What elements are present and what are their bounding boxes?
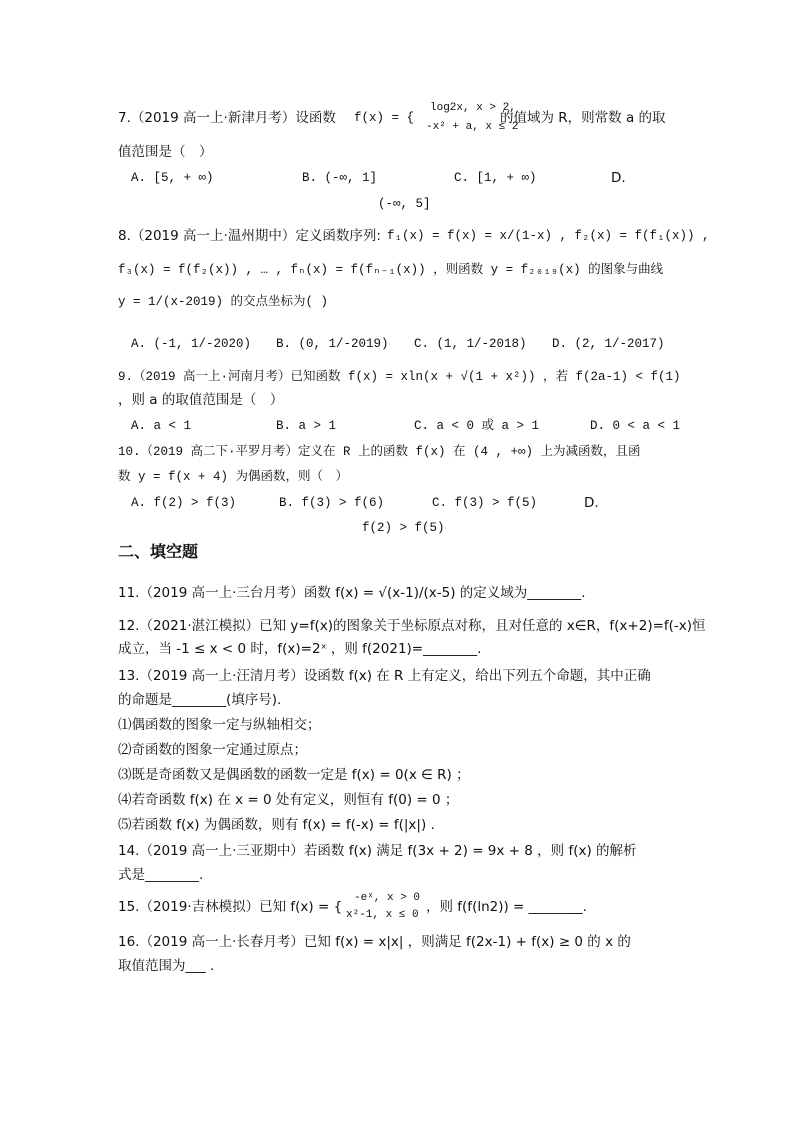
q12-line2: 成立，当 -1 ≤ x < 0 时，f(x)=2ˣ ，则 f(2021)=________. [118,641,482,657]
q15-case2: x²-1, x ≤ 0 [346,909,419,921]
q11-line: 11.（2019 高一上·三台月考）函数 f(x) = √(x-1)/(x-5) 的定义域为________. [118,585,586,601]
q8-line2: f₃(x) = f(f₂(x)) , … , fₙ(x) = f(fₙ₋₁(x)) ，则函数 y = f₂₀₁₉(x) 的图象与曲线 [118,263,664,277]
q13-item-1: ⑴偶函数的图象一定与纵轴相交； [118,717,321,733]
q7-case1: log2x, x > 2, [430,102,516,114]
q9-option-a[interactable]: A. a < 1 [131,419,192,433]
q13-line2: 的命题是________(填序号). [118,692,282,708]
q10-line2: 数 y = f(x + 4) 为偶函数，则（ ） [118,470,349,484]
q7-option-a[interactable]: A. [5, + ∞) [131,171,214,185]
q7-continuation: 值范围是（ ） [118,144,213,160]
q16-line2: 取值范围为___ . [118,958,215,974]
q8-option-c[interactable]: C. (1, 1/-2018) [414,337,527,351]
q9-line1: 9.（2019 高一上·河南月考）已知函数 f(x) = xln(x + √(1 + x²)) ，若 f(2a-1) < f(1) [118,370,681,384]
q9-option-c[interactable]: C. a < 0 或 a > 1 [414,419,540,433]
q13-item-4: ⑷若奇函数 f(x) 在 x = 0 处有定义，则恒有 f(0) = 0 ； [118,792,459,808]
q10-line1: 10.（2019 高二下·平罗月考）定义在 R 上的函数 f(x) 在 (4 , +∞) 上为减函数，且函 [118,445,641,459]
q7-prefix: 7.（2019 高一上·新津月考）设函数 [118,110,336,126]
q9-line2: ，则 a 的取值范围是（ ） [118,392,284,408]
q7-option-c[interactable]: C. [1, + ∞) [454,171,537,185]
q9-option-b[interactable]: B. a > 1 [276,419,337,433]
q8-line3: y = 1/(x-2019) 的交点坐标为( ) [118,295,329,309]
q15-case1: -eˣ, x > 0 [354,892,421,904]
q16-line1: 16.（2019 高一上·长春月考）已知 f(x) = x|x| ，则满足 f(2x-1) + f(x) ≥ 0 的 x 的 [118,934,631,950]
q13-item-2: ⑵奇函数的图象一定通过原点； [118,742,307,758]
q13-item-3: ⑶既是奇函数又是偶函数的函数一定是 f(x) = 0(x ∈ R) ； [118,767,470,783]
q8-option-d[interactable]: D. (2, 1/-2017) [552,337,665,351]
q8-option-b[interactable]: B. (0, 1/-2019) [276,337,389,351]
q7-option-d[interactable]: D. [611,170,626,186]
q10-option-d[interactable]: D. [584,495,599,511]
q8-line1-math: f₁(x) = f(x) = x/(1-x) , f₂(x) = f(f₁(x)) , [387,229,710,243]
q14-line1: 14.（2019 高一上·三亚期中）若函数 f(x) 满足 f(3x + 2) = 9x + 8 ，则 f(x) 的解析 [118,843,637,859]
section-title: 二、填空题 [118,542,199,561]
q10-option-a[interactable]: A. f(2) > f(3) [131,496,237,510]
q8-prefix: 8.（2019 高一上·温州期中）定义函数序列: [118,228,381,244]
q7-suffix: 的值域为 R，则常数 a 的取 [500,110,666,126]
q15-prefix: 15.（2019·吉林模拟）已知 f(x) = { [118,899,343,915]
q12-line1: 12.（2021·湛江模拟）已知 y=f(x)的图象关于坐标原点对称，且对任意的 x∈R，f(x+2)=f(-x)恒 [118,618,706,634]
q7-option-b[interactable]: B. (-∞, 1] [302,171,378,185]
q10-option-c[interactable]: C. f(3) > f(5) [432,496,538,510]
q10-option-b[interactable]: B. f(3) > f(6) [279,496,385,510]
q8-option-a[interactable]: A. (-1, 1/-2020) [131,337,252,351]
q7-case2: -x² + a, x ≤ 2 [426,121,519,133]
q7-option-d-value: (-∞, 5] [378,197,431,211]
q13-line1: 13.（2019 高一上·汪清月考）设函数 f(x) 在 R 上有定义，给出下列五个命题，其中正确 [118,668,651,684]
q9-option-d[interactable]: D. 0 < a < 1 [590,419,681,433]
q7-fx: f(x) = { [354,111,415,125]
q13-item-5: ⑸若函数 f(x) 为偶函数，则有 f(x) = f(-x) = f(|x|) . [118,817,435,833]
q14-line2: 式是________. [118,867,204,883]
q10-option-d-value: f(2) > f(5) [362,521,445,535]
q15-suffix: ，则 f(f(ln2)) = ________. [426,899,587,915]
